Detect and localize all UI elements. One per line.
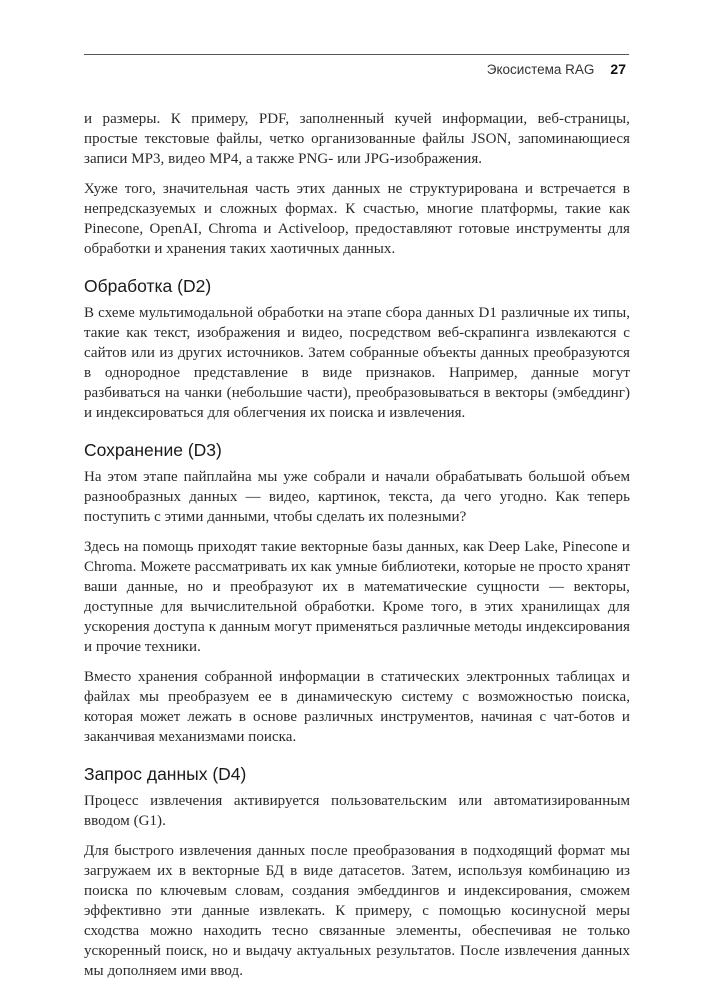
paragraph-d4-2: Для быстрого извлечения данных после преобразования в подходящий формат мы загружаем их в векторные БД в виде датасетов. Затем, используя комбинацию из поиска по ключевым словам, создания эмбеддингов и индексирования, сможем эффективно эти данные извлекать. К примеру, с помощью косинусной меры сходства можно находить тесно связанные элементы, обеспечивая не только ускоренный поиск, но и выдачу актуальных результатов. После извлечения данных мы дополняем ими ввод. <box>84 843 630 979</box>
heading-query-d4: Запрос данных (D4) <box>84 764 247 784</box>
paragraph-d3-3: Вместо хранения собранной информации в статических электронных таблицах и файлах мы преобразуем ее в динамическую систему с возможностью поиска, которая может лежать в основе различных инструментов, начиная с чат-ботов и заканчивая механизмами поиска. <box>84 669 630 745</box>
paragraph-intro-2: Хуже того, значительная часть этих данных не структурирована и встречается в непредсказуемых и сложных формах. К счастью, многие платформы, такие как Pinecone, OpenAI, Chroma и Activeloop, предоставляют готовые инструменты для обработки и хранения таких хаотичных данных. <box>84 181 630 257</box>
page-body <box>84 109 630 991</box>
paragraph-d4-1: Процесс извлечения активируется пользовательским или автоматизированным вводом (G1). <box>84 793 630 829</box>
paragraph-d3-2: Здесь на помощь приходят такие векторные базы данных, как Deep Lake, Pinecone и Chroma. Можете рассматривать их как умные библиотеки, которые не просто хранят ваши данные, но и преобразуют их в математические сущности — векторы, доступные для вычислительной обработки. Кроме того, в этих хранилищах для ускорения доступа к данным могут применяться различные методы индексирования и прочие техники. <box>84 539 630 655</box>
page-number: 27 <box>610 61 626 77</box>
heading-storage-d3: Сохранение (D3) <box>84 440 222 460</box>
running-title: Экосистема RAG <box>486 61 595 77</box>
paragraph-intro-1: и размеры. К примеру, PDF, заполненный кучей информации, веб-страницы, простые текстовые файлы, четко организованные файлы JSON, запоминающиеся записи MP3, видео MP4, а также PNG- или JPG-изображения. <box>84 111 630 167</box>
running-head <box>84 58 626 80</box>
heading-processing-d2: Обработка (D2) <box>84 276 212 296</box>
header-rule <box>84 54 629 55</box>
paragraph-d3-1: На этом этапе пайплайна мы уже собрали и начали обрабатывать большой объем разнообразных данных — видео, картинок, текста, да чего угодно. Как теперь поступить с этими данными, чтобы сделать их полезными? <box>84 469 630 525</box>
paragraph-d2-1: В схеме мультимодальной обработки на этапе сбора данных D1 различные их типы, такие как текст, изображения и видео, посредством веб-скрапинга извлекаются с сайтов или из других источников. Затем собранные объекты данных преобразуются в однородное представление в виде признаков. Например, данные могут разбиваться на чанки (небольшие части), преобразовываться в векторы (эмбеддинг) и индексироваться для облегчения их поиска и извлечения. <box>84 305 630 421</box>
